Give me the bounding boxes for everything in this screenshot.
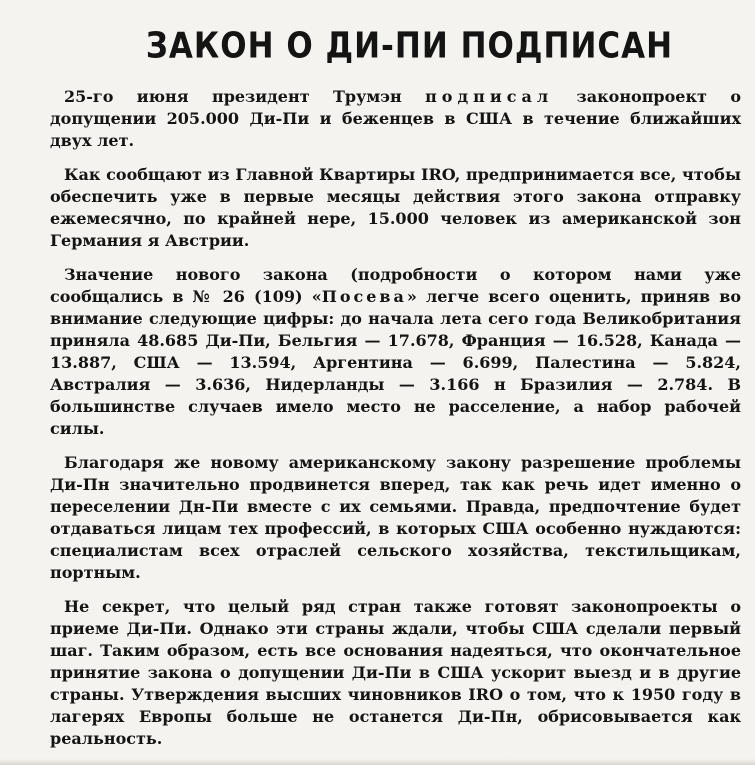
spaced-word-posev: Посева — [321, 287, 407, 306]
paragraph-3-start: Значение нового закона (подробности о котором нами уже сообщались в № 26 (109) « — [50, 265, 741, 306]
paragraph-5: Не секрет, что целый ряд стран также готовят законопроекты о приеме Ди-Пи. Однако эти страны ждали, чтобы США сделали первый шаг. Таким образом, есть все основания надеяться, что окончательное принятие закона о допущении Ди-Пи в США ускорит выезд и в другие страны. Утверждения высших чиновников IRO о том, что к 1950 году в лагерях Европы больше не останется Ди-Пн, обрисовывается как реальность. — [50, 597, 741, 748]
paragraph-4: Благодаря же новому американскому закону разрешение проблемы Ди-Пн значительно продвинется вперед, так как речь идет именно о переселении Дн-Пи вместе с их семьями. Правда, предпочтение будет отдаваться лицам тех профессий, в которых США особенно нуждаются: специалистам всех отраслей сельского хозяйства, текстильщикам, портным. — [50, 453, 741, 582]
page-bottom-edge — [0, 759, 755, 765]
paragraph-1-start: 25-го июня президент Трумэн — [64, 87, 402, 106]
spaced-word-signed: подписал — [425, 87, 554, 106]
paragraph-1-end: законопроект о допущении 205.000 Ди-Пи и беженцев в США в течение ближайших двух лет. — [50, 87, 741, 150]
paragraph-3 — [50, 264, 741, 440]
paragraph-1 — [50, 86, 741, 152]
article-headline: ЗАКОН О ДИ-ПИ ПОДПИСАН — [145, 25, 674, 67]
paragraph-3-end: » легче всего оценить, приняв во внимание следующие цифры: до начала лета сего года Великобритания приняла 48.685 Ди-Пи, Бельгия — 17.678, Франция — 16.528, Канада — 13.887, США — 13.594, Аргентина — 6.699, Палестина — 5.824, Австралия — 3.636, Нидерланды — 3.166 н Бразилия — 2.784. В большинстве случаев имело место не расселение, а набор рабочей силы. — [50, 287, 741, 438]
paragraph-2: Как сообщают из Главной Квартиры IRO, предпринимается все, чтобы обеспечить уже в первые месяцы действия этого закона отправку ежемесячно, по крайней нере, 15.000 человек из американской зон Германия я Австрии. — [50, 165, 741, 250]
